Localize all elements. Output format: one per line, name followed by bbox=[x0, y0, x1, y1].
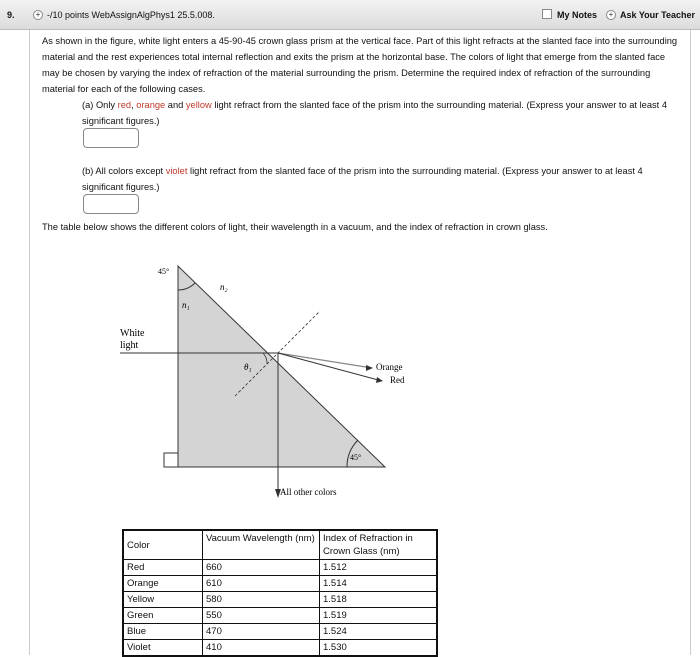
points-label: -/10 points WebAssignAlgPhys1 25.5.008. bbox=[47, 10, 215, 20]
n2-label: n₂ bbox=[220, 282, 228, 292]
table-intro: The table below shows the different colors of light, their wavelength in a vacuum, and the index of refraction in crown glass. bbox=[42, 222, 548, 232]
table-row bbox=[123, 576, 437, 592]
index-cell: 1.519 bbox=[320, 608, 438, 624]
color-cell: Red bbox=[123, 560, 203, 576]
color-cell: Orange bbox=[123, 576, 203, 592]
color-cell: Green bbox=[123, 608, 203, 624]
part-b-answer-input[interactable] bbox=[83, 194, 139, 214]
refraction-table bbox=[122, 529, 438, 657]
table-row bbox=[123, 624, 437, 640]
red-arrow bbox=[376, 377, 383, 383]
theta-label: θ₁ bbox=[244, 362, 252, 372]
index-cell: 1.524 bbox=[320, 624, 438, 640]
header-wavelength: Vacuum Wavelength (nm) bbox=[203, 530, 320, 560]
table-row bbox=[123, 640, 437, 657]
table-row bbox=[123, 592, 437, 608]
white-label: White bbox=[120, 328, 145, 339]
index-cell: 1.530 bbox=[320, 640, 438, 657]
part-b-text: (b) All colors except violet light refract from the slanted face of the prism into the surrounding material. (Express your answer to at least 4 significant figures.) bbox=[82, 166, 643, 192]
table-header-row bbox=[123, 530, 437, 560]
wavelength-cell: 610 bbox=[203, 576, 320, 592]
index-cell: 1.514 bbox=[320, 576, 438, 592]
table-row bbox=[123, 560, 437, 576]
right-angle-mark bbox=[164, 453, 178, 467]
wavelength-cell: 550 bbox=[203, 608, 320, 624]
wavelength-cell: 580 bbox=[203, 592, 320, 608]
angle-top-label: 45° bbox=[158, 267, 170, 276]
index-cell: 1.518 bbox=[320, 592, 438, 608]
question-header bbox=[0, 0, 700, 30]
ask-teacher-link[interactable]: Ask Your Teacher bbox=[620, 10, 696, 20]
light-label: light bbox=[120, 340, 139, 351]
part-a-text: (a) Only red, orange and yellow light refract from the slanted face of the prism into the surrounding material. (Express your answer to at least 4 significant figures.) bbox=[82, 100, 667, 126]
red-label: Red bbox=[390, 375, 405, 385]
wavelength-cell: 470 bbox=[203, 624, 320, 640]
all-other-colors-label: All other colors bbox=[280, 487, 337, 497]
content-right-border bbox=[690, 30, 691, 655]
color-cell: Yellow bbox=[123, 592, 203, 608]
prism-figure bbox=[100, 240, 420, 505]
my-notes-checkbox[interactable] bbox=[542, 9, 552, 19]
content-left-border bbox=[29, 30, 30, 655]
header-color: Color bbox=[123, 530, 203, 560]
question-number: 9. bbox=[7, 10, 15, 20]
table-row bbox=[123, 608, 437, 624]
ask-teacher-plus-icon[interactable]: + bbox=[606, 10, 616, 20]
my-notes-link[interactable]: My Notes bbox=[557, 10, 598, 20]
index-cell: 1.512 bbox=[320, 560, 438, 576]
n1-label: n₁ bbox=[182, 300, 190, 310]
orange-label: Orange bbox=[376, 362, 403, 372]
wavelength-cell: 660 bbox=[203, 560, 320, 576]
part-a-answer-input[interactable] bbox=[83, 128, 139, 148]
color-cell: Violet bbox=[123, 640, 203, 657]
orange-arrow bbox=[366, 365, 373, 371]
color-cell: Blue bbox=[123, 624, 203, 640]
header-index: Index of Refraction in Crown Glass (nm) bbox=[320, 530, 438, 560]
plus-circle-icon[interactable]: + bbox=[33, 10, 43, 20]
question-intro: As shown in the figure, white light enters a 45-90-45 crown glass prism at the vertical face. Part of this light refracts at the slanted face into the surrounding material and the rest experiences total internal reflection and exits the prism at the horizontal base. The colors of light that emerge from the slanted face may be chosen by varying the index of refraction of the material surrounding the prism. Determine the required index of refraction of the surrounding material for each of the following cases. bbox=[42, 36, 678, 94]
wavelength-cell: 410 bbox=[203, 640, 320, 657]
angle-bottom-label: 45° bbox=[350, 453, 362, 462]
prism-triangle bbox=[178, 266, 385, 467]
